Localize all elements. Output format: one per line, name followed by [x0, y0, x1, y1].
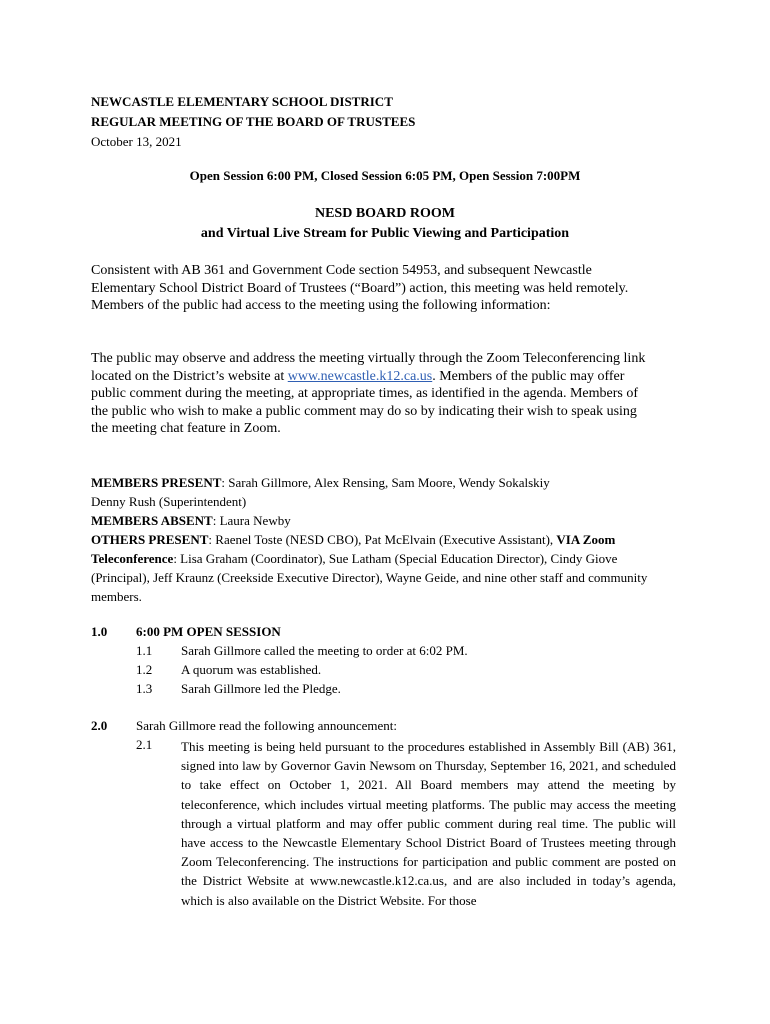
location-room: NESD BOARD ROOM — [314, 206, 455, 221]
item-1-1-text: Sarah Gillmore called the meeting to order at 6:02 PM. — [181, 643, 468, 658]
others-present-label: OTHERS PRESENT — [91, 532, 209, 547]
superintendent: Denny Rush (Superintendent) — [91, 494, 247, 509]
zoom-attendees: : Lisa Graham (Coordinator), Sue Latham (Special Education Director), Cindy Giove (Principal), Jeff Kraunz (Creekside Executive Director), Wayne Geide, and nine other staff and community members. — [91, 551, 648, 604]
members-absent — [91, 511, 666, 530]
item-1-2-text: A quorum was established. — [181, 662, 322, 677]
members-absent-label: MEMBERS ABSENT — [91, 513, 213, 528]
public-access-paragraph — [91, 350, 651, 438]
public-access-text-start: The public may observe and address the meeting virtually through the Zoom Teleconferencing link located on the District’s website at — [91, 351, 646, 384]
item-2-1-text: This meeting is being held pursuant to the procedures established in Assembly Bill (AB) 361, signed into law by Governor Gavin Newsom on Thursday, September 16, 2021, and scheduled to take effect on October 1, 2021. All Board members may attend the meeting by teleconference, which includes virtual meeting platforms. The public may access the meeting through a virtual platform and may offer public comment during real time. The public will have access to the Newcastle Elementary School District Board of Trustees meeting through Zoom Teleconferencing. The instructions for participation and public comment are posted on the District Website at www.newcastle.k12.ca.us, and are also included in today’s agenda, which is also available on the District Website. For those — [181, 739, 676, 908]
others-present — [91, 530, 666, 606]
section-2-number: 2.0 — [91, 718, 108, 733]
section-1-title: 6:00 PM OPEN SESSION — [136, 624, 281, 639]
item-1-2-number: 1.2 — [136, 662, 153, 677]
attendance-block — [91, 473, 666, 606]
item-1-3-text: Sarah Gillmore led the Pledge. — [181, 681, 341, 696]
public-access-text-end: . Members of the public may offer public comment during the meeting, at appropriate times, as identified in the agenda. Members of the public who wish to make a public comment may do so by indicating their wish to speak using the meeting chat feature in Zoom. — [91, 368, 639, 436]
district-name: NEWCASTLE ELEMENTARY SCHOOL DISTRICT — [91, 94, 393, 109]
location-stream: and Virtual Live Stream for Public Viewing and Participation — [200, 226, 570, 241]
intro-paragraph: Consistent with AB 361 and Government Code section 54953, and subsequent Newcastle Elementary School District Board of Trustees (“Board”) action, this meeting was held remotely. Members of the public had access to the meeting using the following information: — [91, 263, 629, 313]
district-website-link[interactable]: www.newcastle.k12.ca.us — [287, 368, 433, 384]
others-present-names: : Raenel Toste (NESD CBO), Pat McElvain (Executive Assistant), — [208, 532, 557, 547]
members-present-names: : Sarah Gillmore, Alex Rensing, Sam Moore, Wendy Sokalskiy — [221, 475, 550, 490]
meeting-title: REGULAR MEETING OF THE BOARD OF TRUSTEES — [91, 114, 416, 129]
session-times: Open Session 6:00 PM, Closed Session 6:05 PM, Open Session 7:00PM — [189, 168, 581, 183]
item-1-3-number: 1.3 — [136, 681, 153, 696]
members-present — [91, 473, 666, 492]
members-absent-names: : Laura Newby — [212, 513, 291, 528]
meeting-date: October 13, 2021 — [91, 134, 182, 149]
members-present-label: MEMBERS PRESENT — [91, 475, 222, 490]
section-1-number: 1.0 — [91, 624, 108, 639]
zoom-teleconference-label: VIA Zoom Teleconference — [91, 532, 616, 566]
section-2-title: Sarah Gillmore read the following announcement: — [136, 718, 398, 733]
item-2-1-number: 2.1 — [136, 737, 153, 752]
item-1-1-number: 1.1 — [136, 643, 153, 658]
